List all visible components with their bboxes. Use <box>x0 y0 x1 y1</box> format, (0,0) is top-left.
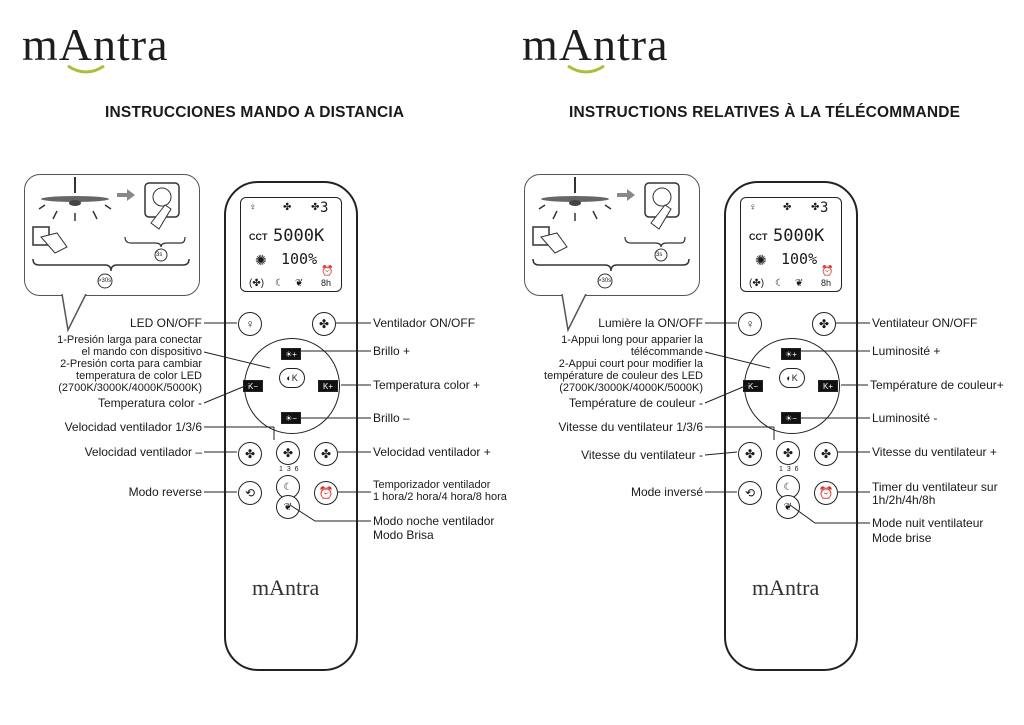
fan-speed-plus-button[interactable]: ✤ <box>314 442 338 466</box>
moon-icon: ☾ <box>275 278 284 289</box>
label-pair-2: el mando con dispositivo <box>81 346 202 358</box>
reverse-icon: (✤) <box>249 278 265 289</box>
label-timer-2: 1 hora/2 hora/4 hora/8 hora <box>373 491 507 503</box>
label-night-2: Mode brise <box>872 531 932 545</box>
timer-readout: 8h <box>321 278 332 288</box>
temp-minus-button[interactable]: K− <box>743 380 763 392</box>
night-mode-button[interactable]: ☾ <box>776 475 800 499</box>
speed-digits: 1 3 6 <box>779 466 800 473</box>
fan-icon: ✤ <box>311 202 320 213</box>
page-title-fr: INSTRUCTIONS RELATIVES À LA TÉLÉCOMMANDE <box>569 104 961 121</box>
hold-3s-label: 3s <box>156 252 163 258</box>
label-pair-4: température de couleur des LED <box>544 370 703 382</box>
temp-minus-button[interactable]: K− <box>243 380 263 392</box>
label-fan-speed-plus: Vitesse du ventilateur + <box>872 445 997 459</box>
fan-icon: ✤ <box>283 202 292 213</box>
cct-label: CCT <box>749 232 768 242</box>
label-bright-minus: Brillo – <box>373 411 410 425</box>
brightness-minus-button[interactable]: ☀− <box>281 412 301 424</box>
brightness-readout: 100% <box>781 250 818 268</box>
fan-icon: ✤ <box>811 202 820 213</box>
brand-logo: mAntra <box>22 19 169 70</box>
label-pair-3: 2-Presión corta para cambiar <box>60 358 202 370</box>
label-night-1: Modo noche ventilador <box>373 514 495 528</box>
brightness-readout: 100% <box>281 250 318 268</box>
label-pair-5: (2700K/3000K/4000K/5000K) <box>559 382 703 394</box>
lcd-display <box>740 197 842 292</box>
label-fan-onoff: Ventilateur ON/OFF <box>872 316 978 330</box>
leaf-icon: ❦ <box>295 278 304 289</box>
fan-speed-136-button[interactable]: ✤ <box>276 441 300 465</box>
label-led: LED ON/OFF <box>129 316 202 330</box>
speed-readout: 3 <box>820 200 829 216</box>
label-night-1: Mode nuit ventilateur <box>872 516 984 530</box>
alarm-icon: ⏰ <box>821 266 834 277</box>
label-timer-1: Timer du ventilateur sur <box>872 480 998 494</box>
label-fan-speed-136: Vitesse du ventilateur 1/3/6 <box>558 420 703 434</box>
label-pair-4: temperatura de color LED <box>76 370 202 382</box>
bubble-tail-icon <box>560 294 590 334</box>
fan-speed-minus-button[interactable]: ✤ <box>238 442 262 466</box>
fan-speed-plus-button[interactable]: ✤ <box>814 442 838 466</box>
label-pair-1: 1-Presión larga para conectar <box>57 334 202 346</box>
label-reverse: Modo reverse <box>128 485 202 499</box>
bulb-icon: ♀ <box>249 202 257 213</box>
label-bright-minus: Luminosité - <box>872 411 938 425</box>
label-temp-plus: Température de couleur+ <box>870 378 1004 392</box>
label-night-2: Modo Brisa <box>373 528 434 542</box>
timer-button[interactable]: ⏰ <box>814 481 838 505</box>
brightness-minus-button[interactable]: ☀− <box>781 412 801 424</box>
moon-icon: ☾ <box>775 278 784 289</box>
remote-logo: mAntra <box>752 575 820 600</box>
pairing-illustration <box>24 174 200 296</box>
speed-digits: 1 3 6 <box>279 466 300 473</box>
label-temp-plus: Temperatura color + <box>373 378 481 392</box>
cct-pair-button[interactable]: ◐K <box>779 368 805 388</box>
label-pair-3: 2-Appui court pour modifier la <box>558 358 703 370</box>
fan-speed-minus-button[interactable]: ✤ <box>738 442 762 466</box>
logo-smile-icon <box>66 64 106 76</box>
page-title-es: INSTRUCCIONES MANDO A DISTANCIA <box>105 104 405 121</box>
reverse-icon: (✤) <box>749 278 765 289</box>
label-pair-5: (2700K/3000K/4000K/5000K) <box>58 382 202 394</box>
label-pair-1: 1-Appui long pour apparier la <box>561 334 703 346</box>
pairing-illustration <box>524 174 700 296</box>
label-fan-speed-minus: Velocidad ventilador – <box>84 445 202 459</box>
hold-3s-label: 3s <box>656 252 663 258</box>
bubble-tail-icon <box>60 294 90 334</box>
temp-plus-button[interactable]: K+ <box>818 380 838 392</box>
night-mode-button[interactable]: ☾ <box>276 475 300 499</box>
speed-readout: 3 <box>320 200 329 216</box>
label-bright-plus: Luminosité + <box>872 344 941 358</box>
label-fan-onoff: Ventilador ON/OFF <box>373 316 476 330</box>
ceiling-fan-icon <box>25 175 201 297</box>
sun-icon: ✺ <box>255 252 267 268</box>
sun-icon: ✺ <box>755 252 767 268</box>
label-fan-speed-136: Velocidad ventilador 1/3/6 <box>64 420 202 434</box>
reverse-button[interactable]: ⟲ <box>738 481 762 505</box>
label-reverse: Mode inversé <box>630 485 703 499</box>
led-power-button[interactable]: ♀ <box>238 312 262 336</box>
label-pair-2: télécommande <box>630 346 703 358</box>
remote-logo: mAntra <box>252 575 320 600</box>
label-timer-2: 1h/2h/4h/8h <box>872 493 936 507</box>
label-timer-1: Temporizador ventilador <box>373 479 491 491</box>
label-led: Lumière la ON/OFF <box>598 316 703 330</box>
temp-plus-button[interactable]: K+ <box>318 380 338 392</box>
label-temp-minus: Température de couleur - <box>568 396 703 410</box>
brightness-plus-button[interactable]: ☀+ <box>781 348 801 360</box>
fan-speed-136-button[interactable]: ✤ <box>776 441 800 465</box>
label-temp-minus: Temperatura color - <box>97 396 202 410</box>
alarm-icon: ⏰ <box>321 266 334 277</box>
hold-30s-label: >30s <box>598 278 612 284</box>
remote-control-es <box>224 181 358 671</box>
brightness-plus-button[interactable]: ☀+ <box>281 348 301 360</box>
cct-label: CCT <box>249 232 268 242</box>
led-power-button[interactable]: ♀ <box>738 312 762 336</box>
fan-icon: ✤ <box>783 202 792 213</box>
bulb-icon: ♀ <box>749 202 757 213</box>
fan-power-button[interactable]: ✤ <box>812 312 836 336</box>
label-bright-plus: Brillo + <box>373 344 411 358</box>
timer-button[interactable]: ⏰ <box>314 481 338 505</box>
cct-pair-button[interactable]: ◐K <box>279 368 305 388</box>
timer-readout: 8h <box>821 278 832 288</box>
kelvin-readout: 5000K <box>273 226 325 246</box>
lcd-display <box>240 197 342 292</box>
breeze-mode-button[interactable]: ❦ <box>276 495 300 519</box>
label-fan-speed-plus: Velocidad ventilador + <box>373 445 491 459</box>
ceiling-fan-icon <box>525 175 701 297</box>
breeze-mode-button[interactable]: ❦ <box>776 495 800 519</box>
label-fan-speed-minus: Vitesse du ventilateur - <box>581 448 703 462</box>
kelvin-readout: 5000K <box>773 226 825 246</box>
brand-logo: mAntra <box>522 19 669 70</box>
reverse-button[interactable]: ⟲ <box>238 481 262 505</box>
remote-control-fr <box>724 181 858 671</box>
fan-power-button[interactable]: ✤ <box>312 312 336 336</box>
leaf-icon: ❦ <box>795 278 804 289</box>
hold-30s-label: >30s <box>98 278 112 284</box>
logo-smile-icon <box>566 64 606 76</box>
